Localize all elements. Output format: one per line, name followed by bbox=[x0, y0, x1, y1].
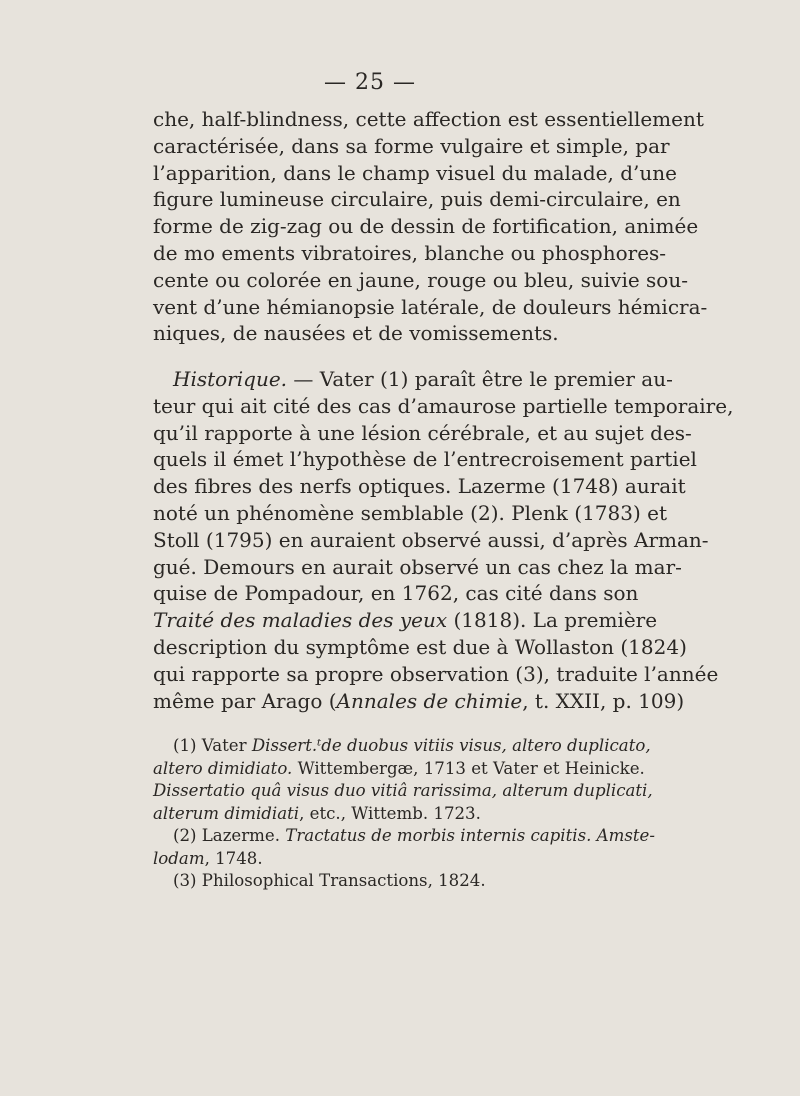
text-line: des fibres des nerfs optiques. Lazerme (1748) aurait bbox=[153, 474, 686, 499]
text-span: , etc., Wittemb. 1723. bbox=[299, 803, 481, 823]
text-line: l’apparition, dans le champ visuel du malade, d’une bbox=[153, 160, 677, 185]
footnote-line bbox=[153, 758, 645, 781]
text-line: niques, de nausées et de vomissements. bbox=[153, 321, 559, 346]
text-line: teur qui ait cité des cas d’amaurose partielle temporaire, bbox=[153, 393, 734, 418]
text-line: noté un phénomène semblable (2). Plenk (1783) et bbox=[153, 500, 667, 525]
text-span: — Vater (1) paraît être le premier au- bbox=[287, 367, 673, 391]
text-line: Stoll (1795) en auraient observé aussi, d’après Arman- bbox=[153, 527, 709, 552]
text-line: qui rapporte sa propre observation (3), traduite l’année bbox=[153, 661, 719, 686]
text-line: description du symptôme est due à Wollaston (1824) bbox=[153, 634, 687, 659]
text-line: de mo ements vibratoires, blanche ou phosphores- bbox=[153, 240, 667, 265]
text-line bbox=[153, 366, 673, 393]
text-span: altero dimidiato. bbox=[153, 758, 293, 778]
footnote-3: (3) Philosophical Transactions, 1824. bbox=[173, 871, 486, 890]
text-span: , 1748. bbox=[204, 848, 263, 868]
text-line bbox=[153, 607, 658, 634]
text-span: Tractatus de morbis internis capitis. Amste- bbox=[285, 826, 655, 845]
footnote-line bbox=[153, 848, 613, 871]
text-line: vent d’une hémianopsie latérale, de douleurs hémicra- bbox=[153, 294, 708, 319]
text-span: (1) Vater bbox=[173, 736, 252, 755]
text-line: forme de zig-zag ou de dessin de fortification, animée bbox=[153, 214, 699, 239]
book-title: Traité des maladies des yeux bbox=[153, 608, 448, 633]
footnote-1 bbox=[153, 735, 651, 758]
text-line: quise de Pompadour, en 1762, cas cité dans son bbox=[153, 581, 639, 606]
text-line: figure lumineuse circulaire, puis demi-circulaire, en bbox=[153, 187, 681, 212]
text-span: même par Arago ( bbox=[153, 688, 337, 713]
footnote-line: Dissertatio quâ visus duo vitiâ rarissima, alterum duplicati, bbox=[153, 781, 653, 800]
text-line: caractérisée, dans sa forme vulgaire et simple, par bbox=[153, 133, 670, 158]
section-heading: Historique. bbox=[173, 367, 288, 391]
paragraph-historique bbox=[153, 366, 734, 714]
text-line: qu’il rapporte à une lésion cérébrale, et au sujet des- bbox=[153, 420, 692, 445]
paragraph-1 bbox=[153, 106, 708, 347]
text-span: , t. XXII, p. 109) bbox=[522, 688, 685, 713]
journal-title: Annales de chimie bbox=[336, 688, 523, 713]
text-span: (2) Lazerme. bbox=[173, 826, 286, 845]
footnote-2 bbox=[153, 825, 655, 848]
page-number: — 25 — bbox=[324, 70, 416, 95]
text-line: quels il émet l’hypothèse de l’entrecroisement partiel bbox=[153, 447, 697, 472]
text-line: cente ou colorée en jaune, rouge ou bleu, suivie sou- bbox=[153, 267, 688, 292]
text-span: Dissert.ᵗde duobus vitiis visus, altero duplicato, bbox=[251, 736, 651, 755]
text-span: (1818). La première bbox=[447, 608, 658, 633]
text-line bbox=[153, 688, 685, 715]
footnote-line bbox=[153, 803, 613, 826]
text-span: lodam bbox=[153, 848, 205, 868]
text-span: Wittembergæ, 1713 et Vater et Heinicke. bbox=[292, 758, 645, 778]
footnotes bbox=[153, 735, 655, 893]
text-line: gué. Demours en aurait observé un cas chez la mar- bbox=[153, 554, 682, 579]
text-line: che, half-blindness, cette affection est essentiellement bbox=[153, 107, 704, 131]
text-span: alterum dimidiati bbox=[153, 803, 300, 823]
